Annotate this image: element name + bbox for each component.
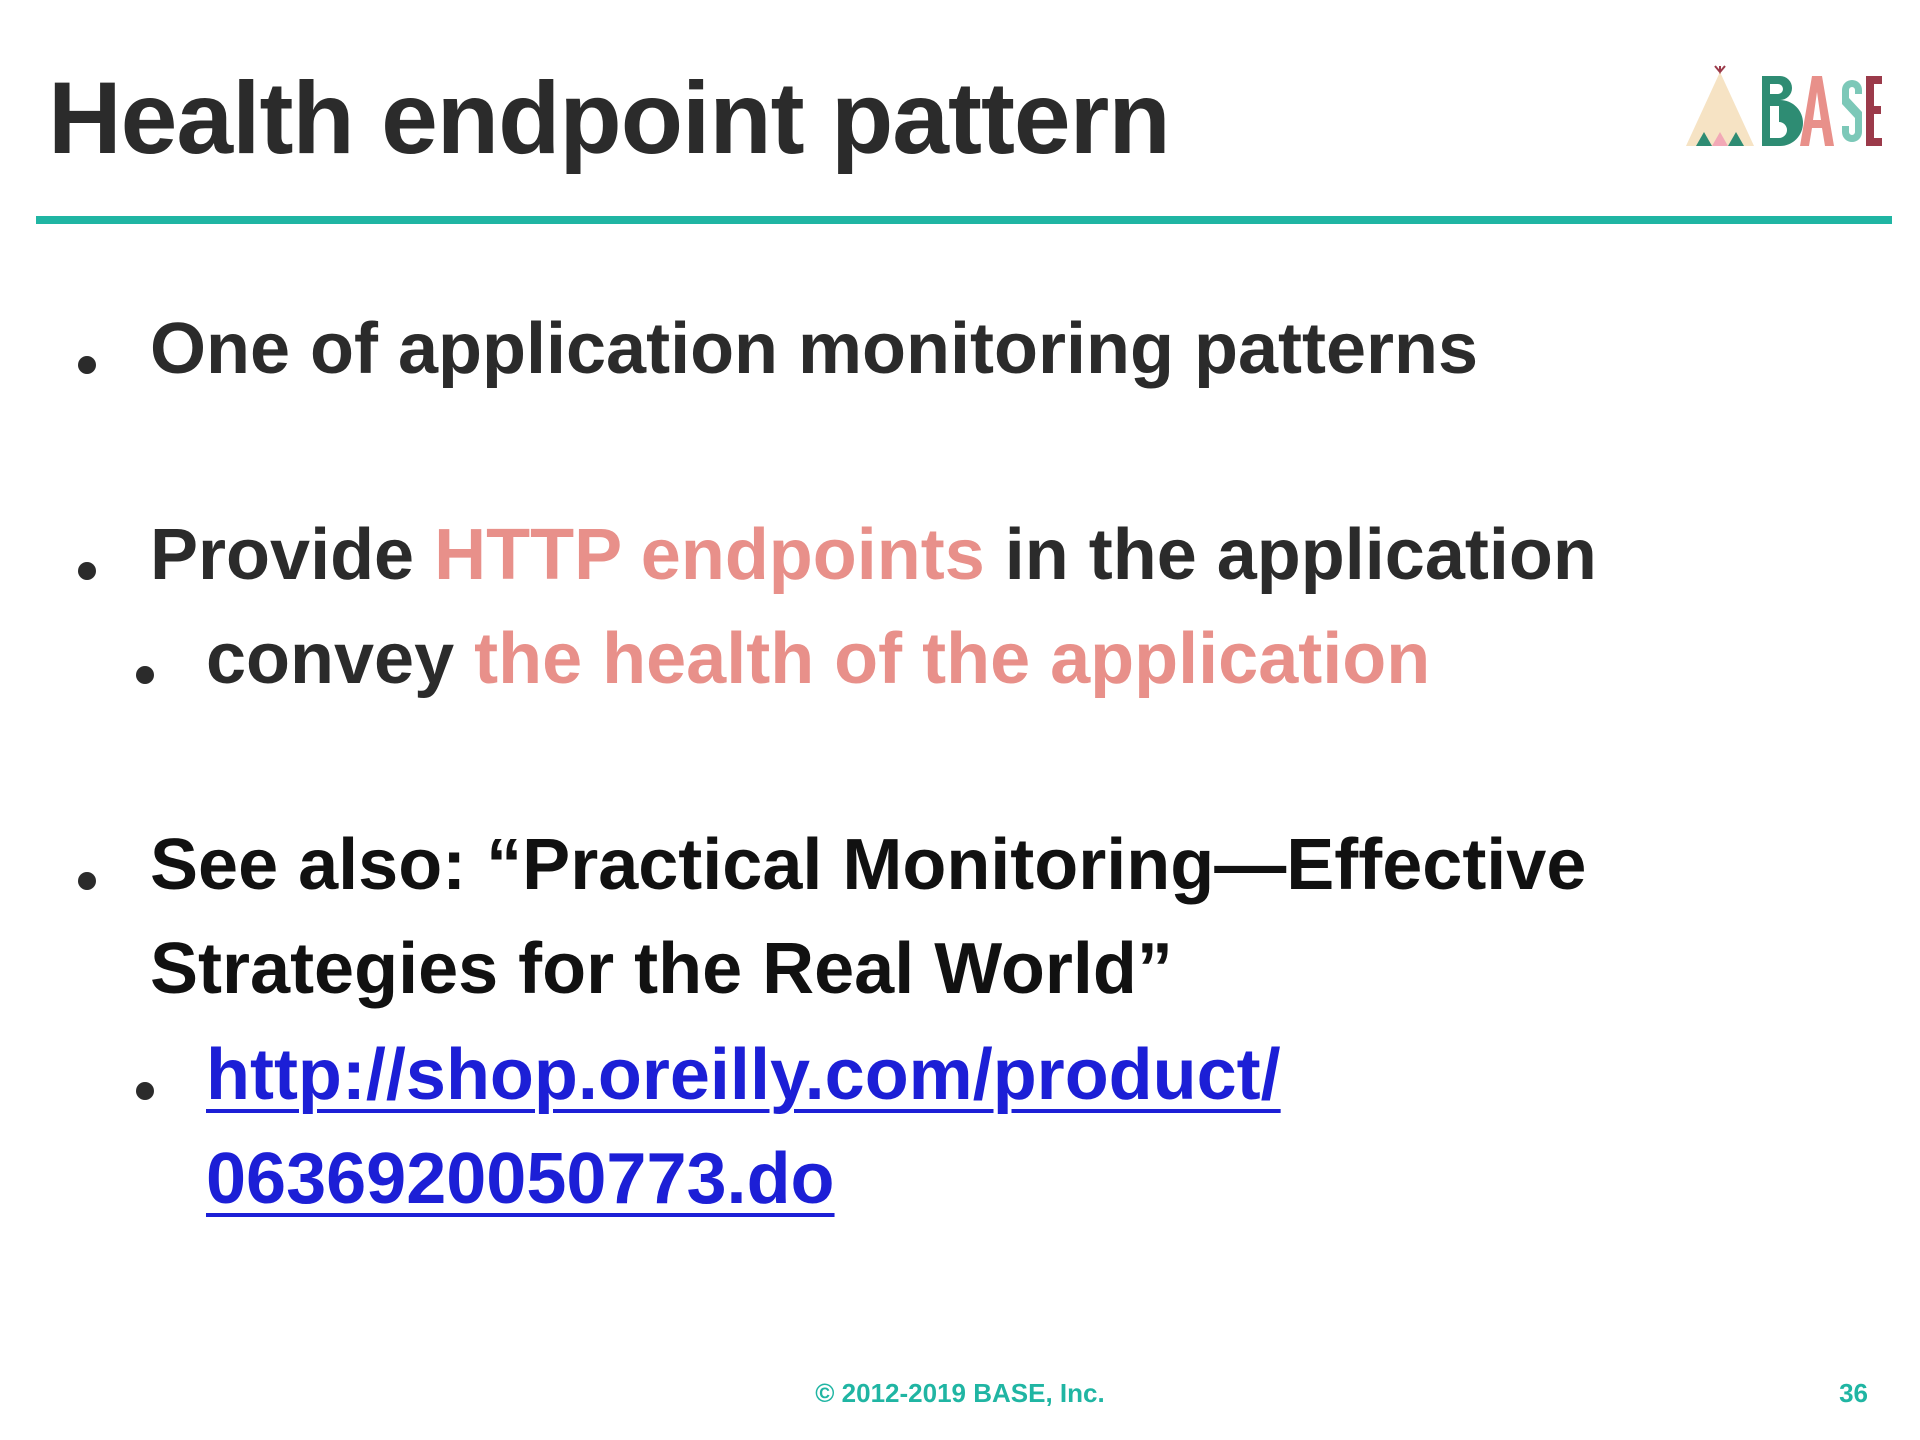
bullet-text-suffix: in the application — [984, 515, 1597, 595]
bullet-text: See also: “Practical Monitoring—Effective — [150, 825, 1587, 905]
sub-bullet-dot — [136, 666, 154, 684]
sub-bullet-convey-health — [206, 620, 1430, 699]
sub-bullet-dot — [136, 1082, 154, 1100]
page-number: 36 — [1839, 1378, 1868, 1408]
bullet-dot — [78, 872, 96, 890]
oreilly-link[interactable] — [206, 1036, 1281, 1115]
bullet-text: One of application monitoring patterns — [150, 309, 1479, 389]
sub-bullet-text-prefix: convey — [206, 619, 475, 699]
link-line-2[interactable]: 0636920050773.do — [206, 1139, 835, 1219]
link-line-1[interactable]: http://shop.oreilly.com/product/ — [206, 1035, 1281, 1115]
slide-title: Health endpoint pattern — [48, 61, 1170, 175]
footer-copyright: © 2012-2019 BASE, Inc. — [815, 1378, 1105, 1408]
bullet-text: Strategies for the Real World” — [150, 929, 1173, 1009]
bullet-dot — [78, 356, 96, 374]
bullet-text-prefix: Provide — [150, 515, 435, 595]
highlight-health: the health of the application — [474, 619, 1431, 699]
bullet-dot — [78, 562, 96, 580]
bullet-http-endpoints — [150, 516, 1597, 595]
oreilly-link-continued[interactable] — [206, 1140, 835, 1219]
bullet-see-also-line1 — [150, 826, 1586, 905]
highlight-http-endpoints: HTTP endpoints — [434, 515, 985, 595]
bullet-see-also-line2 — [150, 930, 1173, 1009]
bullet-monitoring-patterns — [150, 310, 1478, 389]
